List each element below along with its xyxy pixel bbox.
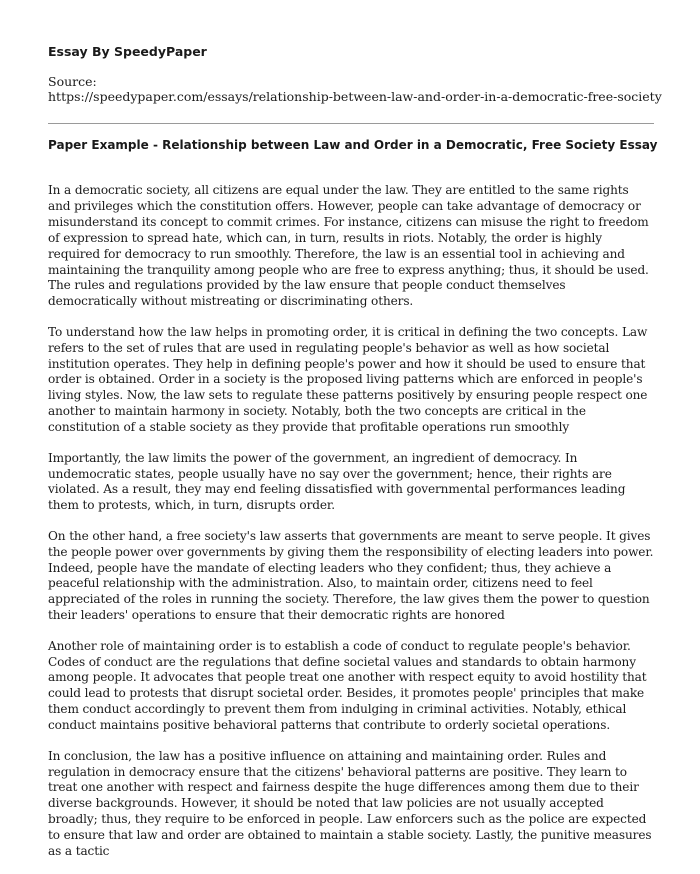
paragraph-1: In a democratic society, all citizens are equal under the law. They are entitled to the same rights and privileges which the constitution offers. However, people can take advantage of democracy or misunderstand its concept to commit crimes. For instance, citizens can misuse the right to freedom of expression to spread hate, which can, in turn, results in riots. Notably, the order is highly required for democracy to run smoothly. Therefore, the law is an essential tool in achieving and maintaining the tranquility among people who are free to express anything; thus, it should be used. The rules and regulations provided by the law ensure that people conduct themselves democratically without mistreating or discriminating others.	[48, 183, 649, 309]
essay-body	[48, 183, 654, 874]
essay-title: Paper Example - Relationship between Law and Order in a Democratic, Free Society Essay	[48, 138, 658, 152]
paragraph-3: Importantly, the law limits the power of the government, an ingredient of democracy. In undemocratic states, people usually have no say over the government; hence, their rights are violated. As a result, they may end feeling dissatisfied with governmental performances leading them to protests, which, in turn, disrupts order.	[48, 450, 626, 513]
source-url: https://speedypaper.com/essays/relationship-between-law-and-order-in-a-democratic-free-society	[48, 89, 662, 104]
paragraph-4: On the other hand, a free society's law asserts that governments are meant to serve people. It gives the people power over governments by giving them the responsibility of electing leaders into power. Indeed, people have the mandate of electing leaders who they confident; thus, they achieve a peaceful relationship with the administration. Also, to maintain order, citizens need to feel appreciated of the roles in running the society. Therefore, the law gives them the power to question their leaders' operations to ensure that their democratic rights are honored	[48, 528, 654, 623]
paragraph-2: To understand how the law helps in promoting order, it is critical in defining the two concepts. Law refers to the set of rules that are used in regulating people's behavior as well as how societal institution operates. They help in defining people's power and how it should be used to ensure that order is obtained. Order in a society is the proposed living patterns which are enforced in people's living styles. Now, the law sets to regulate these patterns positively by ensuring people respect one another to maintain harmony in society. Notably, both the two concepts are critical in the constitution of a stable society as they provide that profitable operations run smoothly	[48, 324, 648, 435]
source-label: Source:	[48, 74, 97, 89]
document-header-title: Essay By SpeedyPaper	[48, 44, 207, 59]
paragraph-6: In conclusion, the law has a positive influence on attaining and maintaining order. Rules and regulation in democracy ensure that the citizens' behavioral patterns are positive. They learn to treat one another with respect and fairness despite the huge differences among them due to their diverse backgrounds. However, it should be noted that law policies are not usually accepted broadly; thus, they require to be enforced in people. Law enforcers such as the police are expected to ensure that law and order are obtained to maintain a stable society. Lastly, the punitive measures as a tactic	[48, 748, 652, 859]
paragraph-5: Another role of maintaining order is to establish a code of conduct to regulate people's behavior. Codes of conduct are the regulations that define societal values and standards to obtain harmony among people. It advocates that people treat one another with respect equity to avoid hostility that could lead to protests that disrupt societal order. Besides, it promotes people' principles that make them conduct accordingly to prevent them from indulging in criminal activities. Notably, ethical conduct maintains positive behavioral patterns that contribute to orderly societal operations.	[48, 638, 647, 733]
document-page	[48, 0, 662, 859]
header-divider	[48, 123, 654, 124]
